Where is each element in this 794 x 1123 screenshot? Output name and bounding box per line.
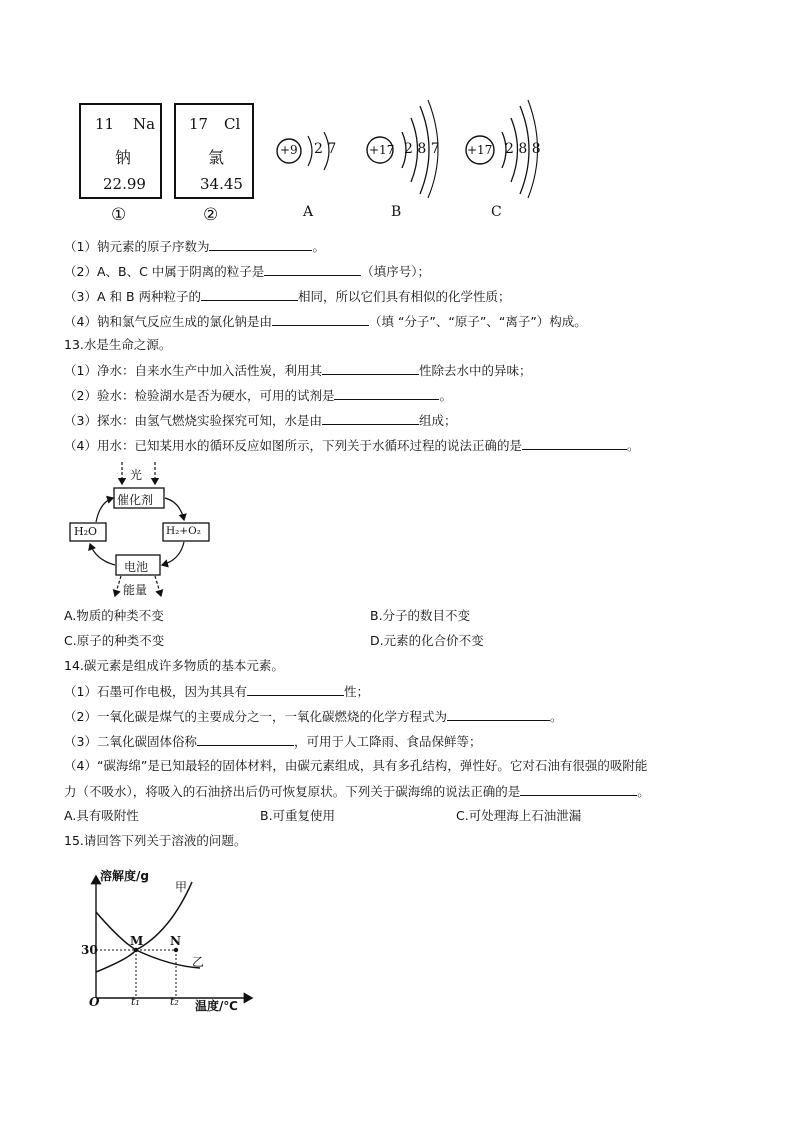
answer-blank[interactable]: [264, 263, 361, 276]
atomic-number: 11: [95, 115, 115, 133]
q14-option-b[interactable]: B.可重复使用: [260, 808, 336, 823]
chart-origin: O: [89, 995, 100, 1009]
index-2: ②: [203, 205, 219, 225]
answer-blank[interactable]: [447, 708, 550, 721]
point-n: [174, 948, 178, 952]
q15-title: 15.请回答下列关于溶液的问题。: [64, 833, 247, 848]
answer-blank[interactable]: [520, 783, 637, 796]
element-symbol: Cl: [224, 115, 241, 133]
q14-item-4-line1: （4）“碳海绵”是已知最轻的固体材料，由碳元素组成，具有多孔结构，弹性好。它对石油有很强的吸附能: [64, 758, 648, 773]
q13-item-4: （4）用水：已知某用水的循环反应如图所示，下列关于水循环过程的说法正确的是 。: [64, 438, 640, 453]
particle-a-label: A: [303, 204, 314, 220]
element-name: 氯: [208, 148, 225, 167]
cycle-catalyst-box: 催化剂: [117, 493, 154, 507]
atomic-mass: 22.99: [103, 175, 146, 193]
particle-c-nucleus: +17: [467, 143, 493, 157]
answer-blank[interactable]: [201, 288, 298, 301]
point-m: [134, 948, 138, 952]
q14-option-a[interactable]: A.具有吸附性: [64, 808, 139, 823]
chart-x-tick-t1: t₁: [131, 995, 140, 1008]
q14-option-c[interactable]: C.可处理海上石油泄漏: [456, 808, 582, 823]
series-yi-label: 乙: [192, 955, 205, 969]
q12-item-1: （1）钠元素的原子序数为 。: [64, 239, 325, 254]
answer-blank[interactable]: [247, 683, 344, 696]
q13-option-a[interactable]: A.物质的种类不变: [64, 608, 164, 623]
particle-b-shells: 2 8 7: [404, 141, 440, 157]
point-m-label: M: [130, 934, 144, 948]
answer-blank[interactable]: [272, 313, 369, 326]
element-name: 钠: [115, 148, 132, 167]
answer-blank[interactable]: [209, 238, 312, 251]
particle-c-label: C: [491, 204, 502, 220]
q13-option-b[interactable]: B.分子的数目不变: [370, 608, 471, 623]
q14-item-3: （3）二氧化碳固体俗称 ，可用于人工降雨、食品保鲜等；: [64, 734, 482, 749]
chart-xlabel: 温度/℃: [195, 999, 238, 1013]
particle-a-nucleus: +9: [280, 143, 298, 157]
particle-c-shells: 2 8 8: [505, 141, 541, 157]
q14-item-1: （1）石墨可作电极，因为其具有 性；: [64, 684, 369, 699]
q13-title: 13.水是生命之源。: [64, 337, 172, 352]
q13-item-2: （2）验水：检验湖水是否为硬水，可用的试剂是 。: [64, 388, 452, 403]
series-jia-label: 甲: [175, 880, 188, 894]
cycle-products-box: H₂+O₂: [166, 525, 201, 537]
chart-y-tick-30: 30: [81, 943, 98, 957]
particle-b-label: B: [391, 204, 402, 220]
element-symbol: Na: [133, 115, 156, 133]
q13-item-1: （1）净水：自来水生产中加入活性炭，利用其 性除去水中的异味；: [64, 363, 532, 378]
cycle-battery-box: 电池: [124, 560, 149, 574]
q12-item-3: （3）A 和 B 两种粒子的 相同，所以它们具有相似的化学性质；: [64, 289, 511, 304]
answer-blank[interactable]: [522, 437, 627, 450]
cycle-light-label: 光: [130, 468, 143, 482]
q13-option-d[interactable]: D.元素的化合价不变: [370, 633, 484, 648]
q14-title: 14.碳元素是组成许多物质的基本元素。: [64, 658, 284, 673]
answer-blank[interactable]: [197, 733, 294, 746]
atomic-mass: 34.45: [200, 175, 243, 193]
particle-b-nucleus: +17: [369, 143, 395, 157]
chart-ylabel: 溶解度/g: [100, 869, 149, 883]
answer-blank[interactable]: [334, 387, 439, 400]
atomic-number: 17: [189, 115, 209, 133]
point-n-label: N: [170, 934, 181, 948]
q13-option-c[interactable]: C.原子的种类不变: [64, 633, 165, 648]
q12-item-2: （2）A、B、C 中属于阴离的粒子是 （填序号）；: [64, 264, 431, 279]
q13-item-3: （3）探水：由氢气燃烧实验探究可知，水是由 组成；: [64, 413, 457, 428]
q14-item-4-line2: 力（不吸水），将吸入的石油挤出后仍可恢复原状。下列关于碳海绵的说法正确的是 。: [64, 784, 650, 799]
element-card-cl: [174, 103, 254, 199]
q14-item-2: （2）一氧化碳是煤气的主要成分之一，一氧化碳燃烧的化学方程式为 。: [64, 709, 563, 724]
chart-x-tick-t2: t₂: [170, 995, 179, 1008]
q12-item-4: （4）钠和氯气反应生成的氯化钠是由 （填 “分子”、“原子”、“离子”）构成。: [64, 314, 587, 329]
particle-a-shells: 2 7: [314, 141, 337, 157]
cycle-water-box: H₂O: [74, 525, 98, 538]
cycle-energy-label: 能量: [123, 583, 148, 597]
answer-blank[interactable]: [322, 362, 419, 375]
index-1: ①: [111, 205, 127, 225]
answer-blank[interactable]: [322, 412, 419, 425]
element-card-na: [79, 103, 162, 199]
series-yi-curve: [96, 912, 200, 968]
